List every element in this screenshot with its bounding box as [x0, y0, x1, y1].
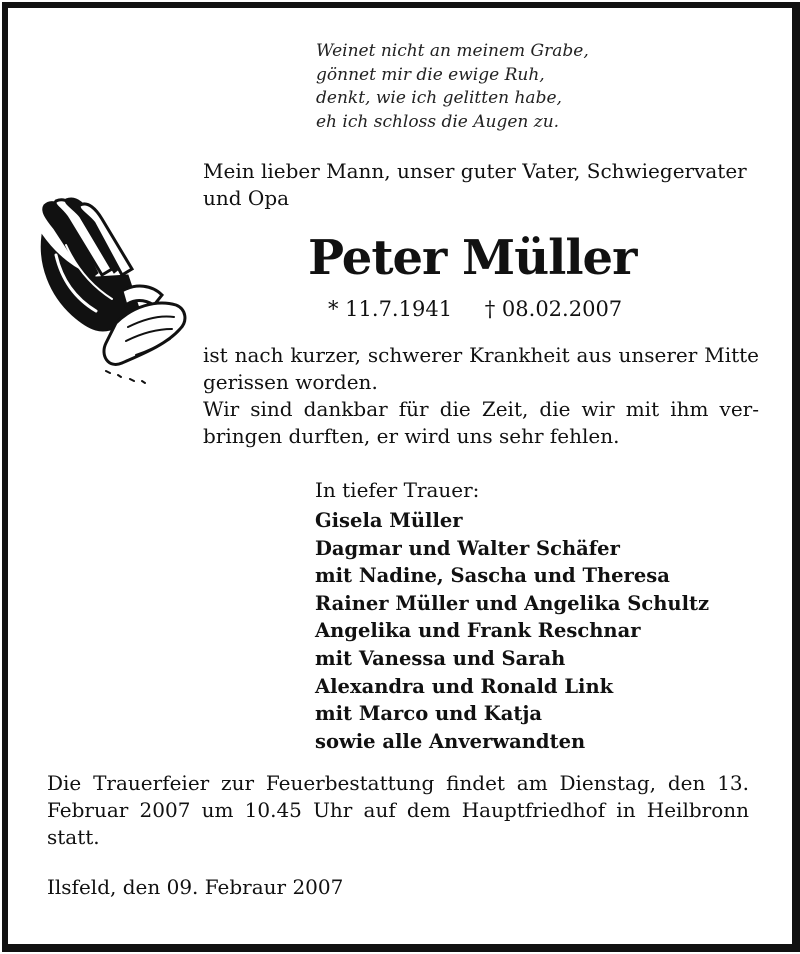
body-paragraph: Wir sind dankbar für die Zeit, die wir mit ihm verbringen durften, er wird uns sehr fehlen.	[203, 397, 759, 448]
mourner: Gisela Müller	[315, 509, 463, 532]
body-paragraph: ist nach kurzer, schwerer Krankheit aus unserer Mitte gerissen worden.	[203, 343, 759, 394]
mourner: sowie alle Anverwandten	[315, 729, 586, 753]
intro-text: Mein lieber Mann, unser guter Vater, Schwiegervater und Opa	[203, 159, 747, 210]
poem-line: denkt, wie ich gelitten habe,	[316, 88, 562, 108]
poem-line: eh ich schloss die Augen zu.	[316, 111, 560, 132]
death-date: † 08.02.2007	[484, 297, 623, 321]
poem-line: Weinet nicht an meinem Grabe,	[316, 41, 589, 61]
mourner: Alexandra und Ronald Link	[315, 674, 614, 698]
mourner: Dagmar und Walter Schäfer	[315, 536, 620, 560]
poem-line: gönnet mir die ewige Ruh,	[316, 64, 545, 85]
funeral-service-info: Die Trauerfeier zur Feuerbestattung findet am Dienstag, den 13. Februar 2007 um 10.45 Uhr auf dem Hauptfriedhof in Heilbronn statt.	[47, 771, 749, 849]
place-and-date: Ilsfeld, den 09. Febraur 2007	[47, 875, 344, 899]
mourner: mit Nadine, Sascha und Theresa	[315, 564, 670, 588]
life-dates	[328, 296, 622, 322]
deceased-name: Peter Müller	[308, 230, 637, 286]
mourner: Rainer Müller und Angelika Schultz	[315, 591, 710, 615]
poem	[316, 40, 646, 134]
mourners-list	[315, 507, 709, 755]
mourner: Angelika und Frank Reschnar	[315, 619, 641, 643]
mourning-label: In tiefer Trauer:	[315, 478, 480, 502]
praying-hands-icon	[36, 195, 190, 389]
mourner: mit Vanessa und Sarah	[315, 646, 566, 670]
mourner: mit Marco und Katja	[315, 702, 543, 726]
birth-date: * 11.7.1941	[328, 297, 453, 321]
obituary-body	[203, 342, 759, 450]
